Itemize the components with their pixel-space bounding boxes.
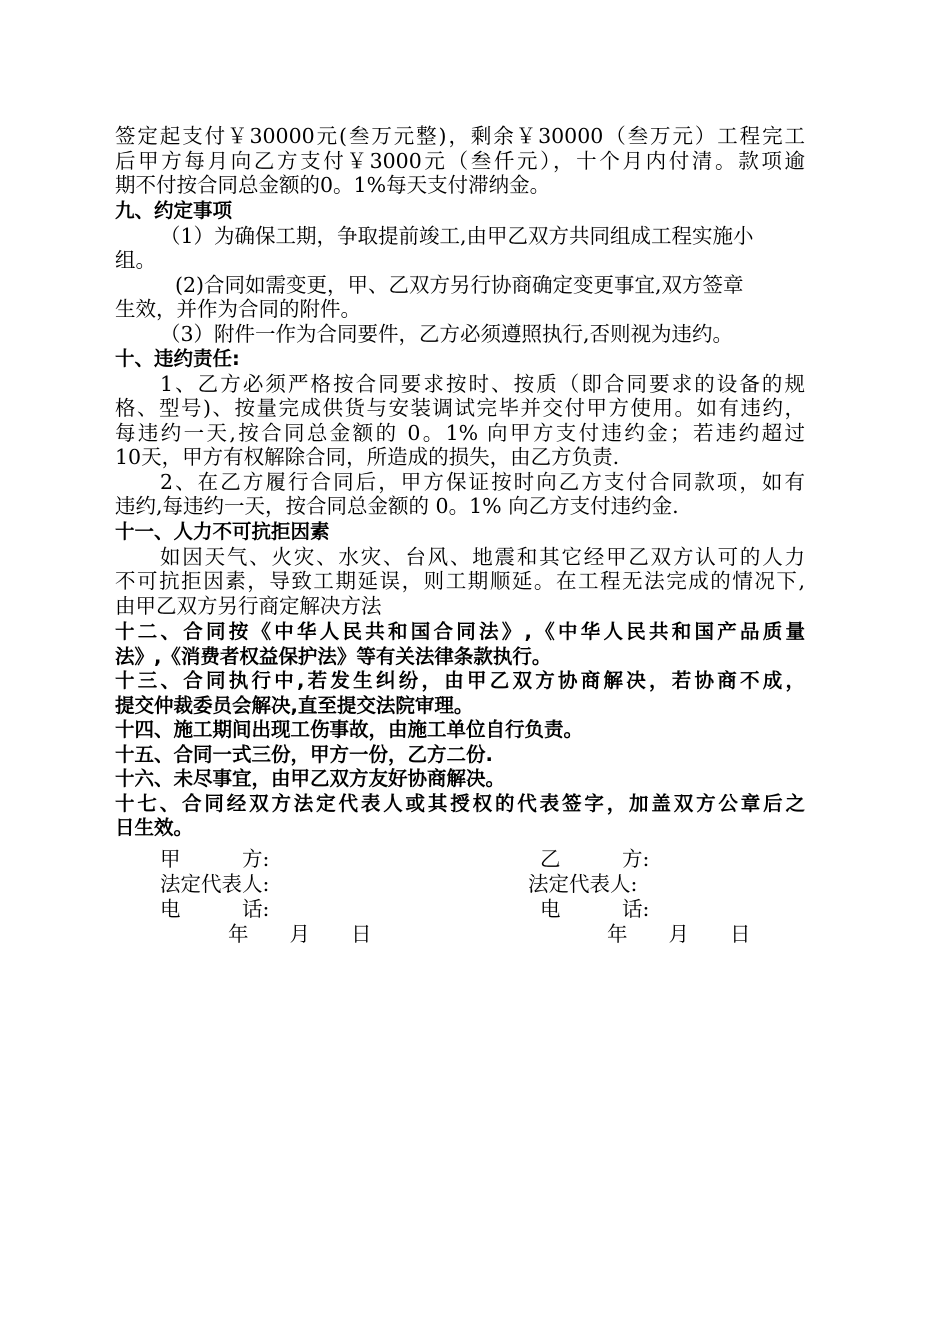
text-line: (2)合同如需变更，甲、乙双方另行协商确定变更事宜,双方签章	[175, 272, 744, 297]
section-heading: 十六、未尽事宜，由甲乙双方友好协商解决。	[115, 767, 506, 790]
text-line: 格、型号)、按量完成供货与安装调试完毕并交付甲方使用。如有违约，	[115, 396, 805, 420]
text-line: 不可抗拒因素，导致工期延误，则工期顺延。在工程无法完成的情况下,	[115, 569, 805, 593]
text-line: 生效，并作为合同的附件。	[115, 297, 361, 321]
party-b-label: 乙 方:	[540, 847, 650, 871]
text-line: 组。	[115, 248, 156, 272]
section-heading: 九、约定事项	[115, 199, 233, 222]
section-heading: 十五、合同一式三份，甲方一份，乙方二份.	[115, 742, 493, 766]
text-line: 每违约一天,按合同总金额的 0。1% 向甲方支付违约金；若违约超过	[115, 420, 805, 445]
party-a-label: 甲 方:	[160, 847, 270, 871]
section-heading: 十四、施工期间出现工伤事故，由施工单位自行负责。	[115, 718, 584, 741]
party-b-representative: 法定代表人:	[528, 872, 638, 896]
party-b-phone: 电 话:	[540, 897, 650, 921]
text-line: 违约,每违约一天，按合同总金额的 0。1% 向乙方支付违约金.	[115, 494, 679, 518]
text-line: 如因天气、火灾、水灾、台风、地震和其它经甲乙双方认可的人力	[160, 544, 805, 569]
text-line: 签定起支付￥30000元(叁万元整)，剩余￥30000（叁万元）工程完工	[115, 124, 805, 148]
party-a-phone: 电 话:	[160, 897, 270, 921]
party-a-representative: 法定代表人:	[160, 872, 270, 896]
text-line: 期不付按合同总金额的0。1%每天支付滞纳金。	[115, 173, 551, 197]
section-heading: 日生效。	[115, 816, 194, 839]
section-heading: 法》,《消费者权益保护法》等有关法律条款执行。	[115, 644, 552, 668]
section-heading: 十二、合同按《中华人民共和国合同法》,《中华人民共和国产品质量	[115, 620, 805, 643]
text-line: （1）为确保工期，争取提前竣工,由甲乙双方共同组成工程实施小	[160, 223, 754, 248]
party-b-date: 年 月 日	[607, 922, 751, 946]
section-heading: 十、违约责任:	[115, 347, 240, 370]
text-line: 10天，甲方有权解除合同，所造成的损失，由乙方负责.	[115, 445, 620, 469]
text-line: 由甲乙双方另行商定解决方法	[115, 593, 382, 618]
section-heading: 十七、合同经双方法定代表人或其授权的代表签字，加盖双方公章后之	[115, 791, 805, 815]
text-line: 后甲方每月向乙方支付￥3000元（叁仟元），十个月内付清。款项逾	[115, 148, 805, 173]
section-heading: 十一、人力不可抗拒因素	[115, 520, 330, 543]
section-heading: 提交仲裁委员会解决,直至提交法院审理。	[115, 693, 474, 717]
party-a-date: 年 月 日	[228, 922, 372, 946]
section-heading: 十三、合同执行中,若发生纠纷，由甲乙双方协商解决，若协商不成，	[115, 669, 805, 692]
text-line: （3）附件一作为合同要件，乙方必须遵照执行,否则视为违约。	[160, 321, 734, 346]
text-line: 2、在乙方履行合同后，甲方保证按时向乙方支付合同款项，如有	[160, 469, 805, 494]
text-line: 1、乙方必须严格按合同要求按时、按质（即合同要求的设备的规	[160, 371, 805, 396]
